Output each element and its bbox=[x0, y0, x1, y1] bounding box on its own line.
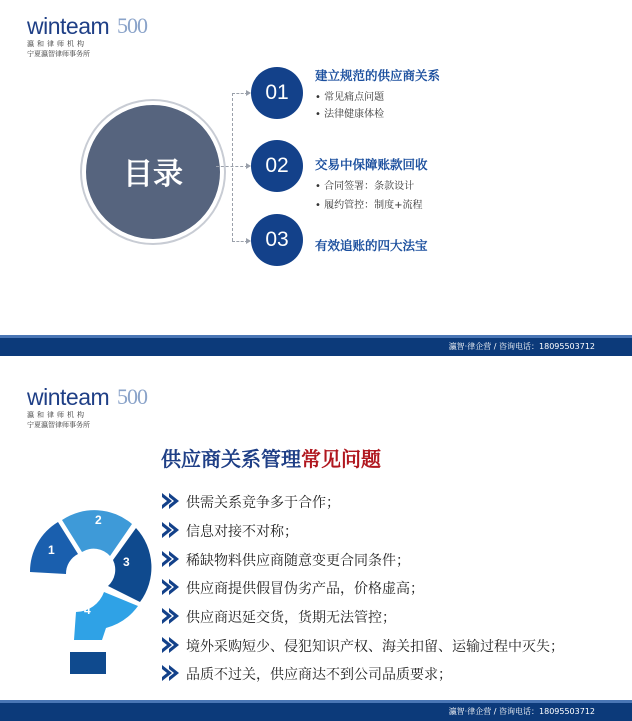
chevron-right-icon bbox=[160, 635, 182, 655]
slide-title bbox=[161, 443, 381, 472]
chevron-right-icon bbox=[160, 663, 182, 683]
slide-separator bbox=[0, 356, 632, 364]
logo-subtitle-1: 瀛和律师机构 bbox=[27, 40, 87, 48]
logo-team: team bbox=[60, 13, 110, 39]
puzzle-number-1: 1 bbox=[48, 543, 55, 557]
toc-circle-label: 目录 bbox=[123, 157, 183, 192]
section-title-01: 建立规范的供应商关系 bbox=[315, 68, 441, 83]
section-title-03: 有效追账的四大法宝 bbox=[315, 238, 428, 253]
section-bullet: • 常见痛点问题 bbox=[315, 92, 385, 103]
logo-subtitle-1: 瀛和律师机构 bbox=[27, 411, 87, 419]
connector-vertical bbox=[232, 93, 233, 241]
list-item-text: 信息对接不对称； bbox=[186, 524, 298, 540]
chevron-right-icon bbox=[160, 606, 182, 626]
list-item-text: 稀缺物料供应商随意变更合同条件； bbox=[186, 553, 410, 569]
question-mark-puzzle-graphic bbox=[22, 502, 157, 682]
list-item-text: 境外采购短少、侵犯知识产权、海关扣留、运输过程中灭失； bbox=[186, 639, 564, 655]
slide-title-part1: 供应商关系管理 bbox=[161, 447, 301, 471]
list-item-text: 供需关系竞争多于合作； bbox=[186, 495, 340, 511]
footer-bar bbox=[0, 338, 632, 356]
question-dot-square bbox=[70, 652, 106, 674]
section-bullet: • 合同签署：条款设计 bbox=[315, 181, 415, 192]
section-title-02: 交易中保障账款回收 bbox=[315, 157, 428, 172]
footer-contact: 瀛智·律企营 / 咨询电话：18095503712 bbox=[448, 707, 595, 716]
list-item-text: 品质不过关，供应商达不到公司品质要求； bbox=[186, 667, 452, 683]
logo-team: team bbox=[60, 384, 110, 410]
footer-contact: 瀛智·律企营 / 咨询电话：18095503712 bbox=[448, 342, 595, 351]
logo-subtitle-2: 宁夏瀛智律师事务所 bbox=[27, 421, 90, 429]
footer-bar bbox=[0, 703, 632, 721]
logo-500-mark: 500 bbox=[117, 13, 147, 38]
logo-win: win bbox=[27, 384, 61, 410]
chevron-right-icon bbox=[160, 491, 182, 511]
puzzle-number-4: 4 bbox=[84, 603, 91, 617]
puzzle-number-3: 3 bbox=[123, 555, 130, 569]
connector-02 bbox=[216, 166, 248, 167]
section-number-02: 02 bbox=[251, 140, 303, 192]
section-bullet: • 法律健康体检 bbox=[315, 109, 385, 120]
toc-circle bbox=[82, 101, 224, 243]
list-item-text: 供应商迟延交货，货期无法管控； bbox=[186, 610, 396, 626]
winteam-logo bbox=[27, 384, 147, 430]
section-bullet: • 履约管控：制度+流程 bbox=[315, 200, 423, 211]
chevron-right-icon bbox=[160, 520, 182, 540]
slide-toc bbox=[0, 0, 632, 356]
slide-title-part2: 常见问题 bbox=[301, 447, 381, 471]
logo-subtitle-2: 宁夏瀛智律师事务所 bbox=[27, 50, 90, 58]
winteam-logo bbox=[27, 13, 147, 59]
puzzle-number-2: 2 bbox=[95, 513, 102, 527]
chevron-right-icon bbox=[160, 577, 182, 597]
slide-supplier-issues bbox=[0, 364, 632, 721]
list-item-text: 供应商提供假冒伪劣产品，价格虚高； bbox=[186, 581, 424, 597]
section-number-03: 03 bbox=[251, 214, 303, 266]
logo-500-mark: 500 bbox=[117, 384, 147, 409]
chevron-right-icon bbox=[160, 549, 182, 569]
section-number-01: 01 bbox=[251, 67, 303, 119]
logo-win: win bbox=[27, 13, 61, 39]
